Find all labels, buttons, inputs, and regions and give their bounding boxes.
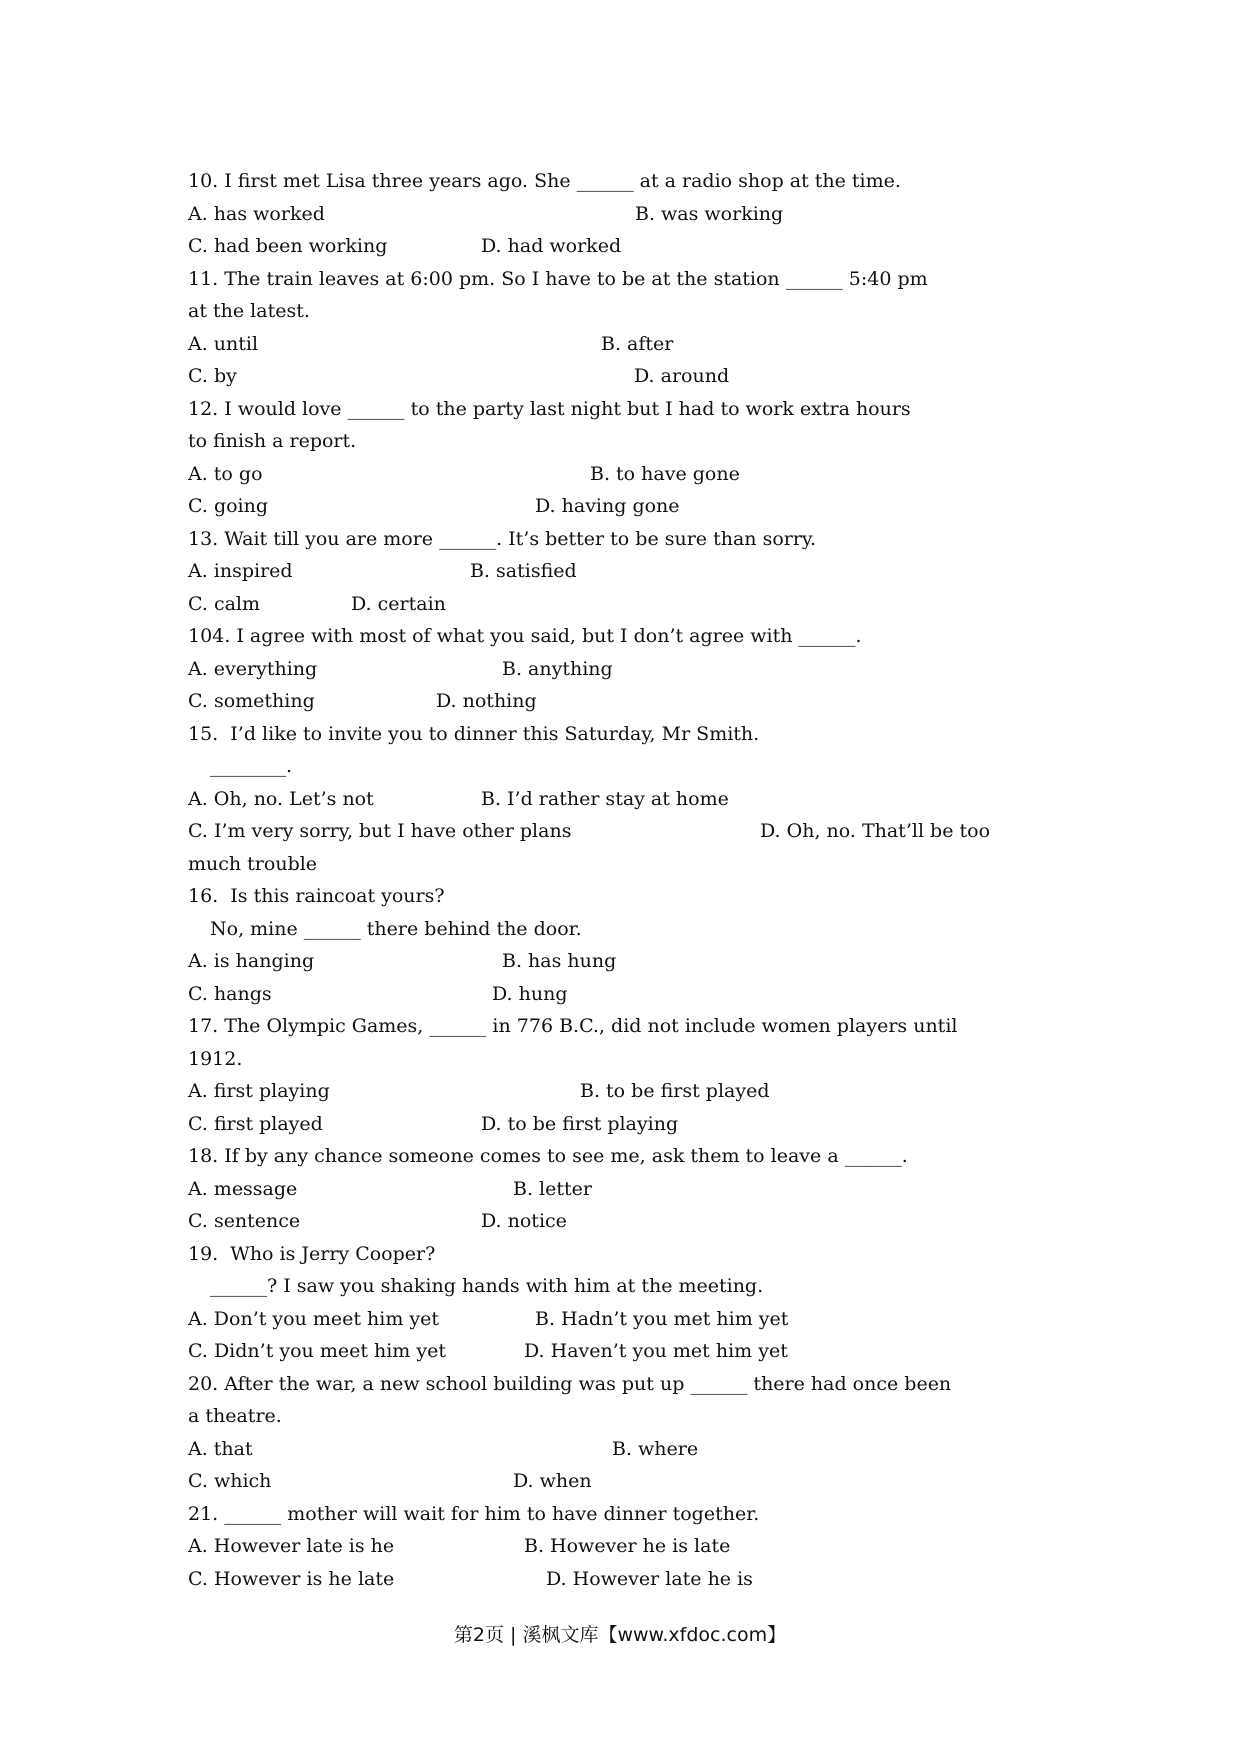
option-d: D. when xyxy=(513,1470,592,1492)
option-b: B. Hadn’t you met him yet xyxy=(535,1307,789,1330)
question-21-stem xyxy=(188,1498,1058,1531)
question-19-response xyxy=(188,1270,1058,1303)
question-text: ______? I saw you shaking hands with him at the meeting. xyxy=(210,1275,764,1297)
question-10-stem xyxy=(188,165,1058,198)
option-d: D. had worked xyxy=(481,235,622,257)
question-20-options-ab xyxy=(188,1433,1058,1466)
option-c: C. sentence xyxy=(188,1210,301,1232)
option-a: A. is hanging xyxy=(188,950,315,972)
option-c: C. first played xyxy=(188,1112,323,1135)
option-c: C. Didn’t you meet him yet xyxy=(188,1340,446,1362)
question-21-options-cd xyxy=(188,1563,1058,1596)
option-c: C. hangs xyxy=(188,982,272,1005)
option-b: B. anything xyxy=(502,657,613,680)
question-13-options-ab xyxy=(188,555,1058,588)
question-18-options-cd xyxy=(188,1205,1058,1238)
option-a: A. However late is he xyxy=(188,1535,395,1557)
question-11-options-cd xyxy=(188,360,1058,393)
question-10-options-cd xyxy=(188,230,1058,263)
question-text: 1912. xyxy=(188,1047,243,1070)
answer-blank: ________. xyxy=(210,755,293,777)
option-c: C. had been working xyxy=(188,235,388,257)
option-b: B. letter xyxy=(513,1177,592,1200)
question-20-stem xyxy=(188,1368,1058,1401)
question-19-options-ab xyxy=(188,1303,1058,1336)
page-footer xyxy=(0,1620,1240,1647)
question-104-stem xyxy=(188,620,1058,653)
option-b: B. has hung xyxy=(502,950,617,972)
question-11-stem-cont xyxy=(188,295,1058,328)
option-a: A. inspired xyxy=(188,560,293,582)
option-b: B. satisfied xyxy=(470,560,577,582)
option-d-continued: much trouble xyxy=(188,852,318,875)
question-15-options-cd xyxy=(188,815,1058,848)
question-text: 12. I would love ______ to the party last night but I had to work extra hours xyxy=(188,397,911,420)
question-17-options-ab xyxy=(188,1075,1058,1108)
question-17-options-cd xyxy=(188,1108,1058,1141)
question-text: 20. After the war, a new school building was put up ______ there had once been xyxy=(188,1372,952,1395)
question-15-options-ab xyxy=(188,783,1058,816)
option-c: C. I’m very sorry, but I have other plans xyxy=(188,820,572,842)
option-d: D. nothing xyxy=(436,690,537,712)
question-13-options-cd xyxy=(188,588,1058,621)
option-b: B. I’d rather stay at home xyxy=(481,787,729,810)
question-text: 21. ______ mother will wait for him to have dinner together. xyxy=(188,1502,760,1525)
question-11-options-ab xyxy=(188,328,1058,361)
question-15-options-d-cont xyxy=(188,848,1058,881)
option-c: C. calm xyxy=(188,592,261,615)
option-b: B. to have gone xyxy=(590,462,740,485)
option-d: D. Haven’t you met him yet xyxy=(524,1340,788,1362)
question-text: 19. Who is Jerry Cooper? xyxy=(188,1242,436,1265)
footer-text: 第2页 | 溪枫文库【www.xfdoc.com】 xyxy=(453,1624,787,1646)
question-text: 16. Is this raincoat yours? xyxy=(188,885,445,907)
question-12-stem-cont xyxy=(188,425,1058,458)
option-b: B. However he is late xyxy=(524,1535,731,1557)
question-15-blank xyxy=(188,750,1058,783)
option-a: A. until xyxy=(188,332,259,355)
question-21-options-ab xyxy=(188,1530,1058,1563)
question-text: 18. If by any chance someone comes to see me, ask them to leave a ______. xyxy=(188,1145,908,1167)
question-10-options-ab xyxy=(188,198,1058,231)
question-text: to finish a report. xyxy=(188,430,357,452)
option-a: A. Oh, no. Let’s not xyxy=(188,787,374,810)
question-19-stem xyxy=(188,1238,1058,1271)
question-text: at the latest. xyxy=(188,300,310,322)
question-text: 13. Wait till you are more ______. It’s better to be sure than sorry. xyxy=(188,527,817,550)
question-104-options-ab xyxy=(188,653,1058,686)
question-text: 10. I first met Lisa three years ago. She ______ at a radio shop at the time. xyxy=(188,170,901,192)
option-b: B. where xyxy=(612,1437,699,1460)
question-text: 104. I agree with most of what you said, but I don’t agree with ______. xyxy=(188,625,862,647)
question-text: No, mine ______ there behind the door. xyxy=(210,917,582,940)
option-c: C. which xyxy=(188,1470,272,1492)
question-16-options-ab xyxy=(188,945,1058,978)
option-c: C. going xyxy=(188,495,269,517)
question-20-options-cd xyxy=(188,1465,1058,1498)
question-12-options-ab xyxy=(188,458,1058,491)
option-a: A. that xyxy=(188,1437,253,1460)
question-text: a theatre. xyxy=(188,1405,282,1427)
question-text: 11. The train leaves at 6:00 pm. So I have to be at the station ______ 5:40 pm xyxy=(188,267,928,290)
question-20-stem-cont xyxy=(188,1400,1058,1433)
question-12-stem xyxy=(188,393,1058,426)
question-18-options-ab xyxy=(188,1173,1058,1206)
option-d: D. around xyxy=(634,365,730,387)
question-text: 15. I’d like to invite you to dinner this Saturday, Mr Smith. xyxy=(188,722,760,745)
option-d: D. Oh, no. That’ll be too xyxy=(760,820,991,842)
option-b: B. after xyxy=(601,332,674,355)
question-16-options-cd xyxy=(188,978,1058,1011)
question-16-response xyxy=(188,913,1058,946)
option-a: A. has worked xyxy=(188,202,325,225)
option-a: A. Don’t you meet him yet xyxy=(188,1307,440,1330)
option-d: D. hung xyxy=(492,982,568,1005)
question-list xyxy=(188,165,1058,1595)
option-b: B. to be first played xyxy=(580,1080,770,1102)
question-11-stem xyxy=(188,263,1058,296)
question-13-stem xyxy=(188,523,1058,556)
option-d: D. to be first playing xyxy=(481,1112,679,1135)
option-d: D. However late he is xyxy=(546,1567,753,1590)
question-19-options-cd xyxy=(188,1335,1058,1368)
question-18-stem xyxy=(188,1140,1058,1173)
option-a: A. to go xyxy=(188,462,263,485)
option-d: D. having gone xyxy=(535,495,680,517)
option-a: A. everything xyxy=(188,657,318,680)
option-d: D. notice xyxy=(481,1210,567,1232)
question-17-stem-cont xyxy=(188,1043,1058,1076)
question-12-options-cd xyxy=(188,490,1058,523)
question-16-stem xyxy=(188,880,1058,913)
option-c: C. by xyxy=(188,365,237,387)
option-b: B. was working xyxy=(635,202,784,225)
option-a: A. message xyxy=(188,1177,298,1200)
option-c: C. However is he late xyxy=(188,1567,395,1590)
question-text: 17. The Olympic Games, ______ in 776 B.C., did not include women players until xyxy=(188,1015,958,1037)
question-17-stem xyxy=(188,1010,1058,1043)
option-c: C. something xyxy=(188,690,315,712)
option-a: A. first playing xyxy=(188,1080,330,1102)
question-104-options-cd xyxy=(188,685,1058,718)
question-15-stem xyxy=(188,718,1058,751)
option-d: D. certain xyxy=(351,592,446,615)
